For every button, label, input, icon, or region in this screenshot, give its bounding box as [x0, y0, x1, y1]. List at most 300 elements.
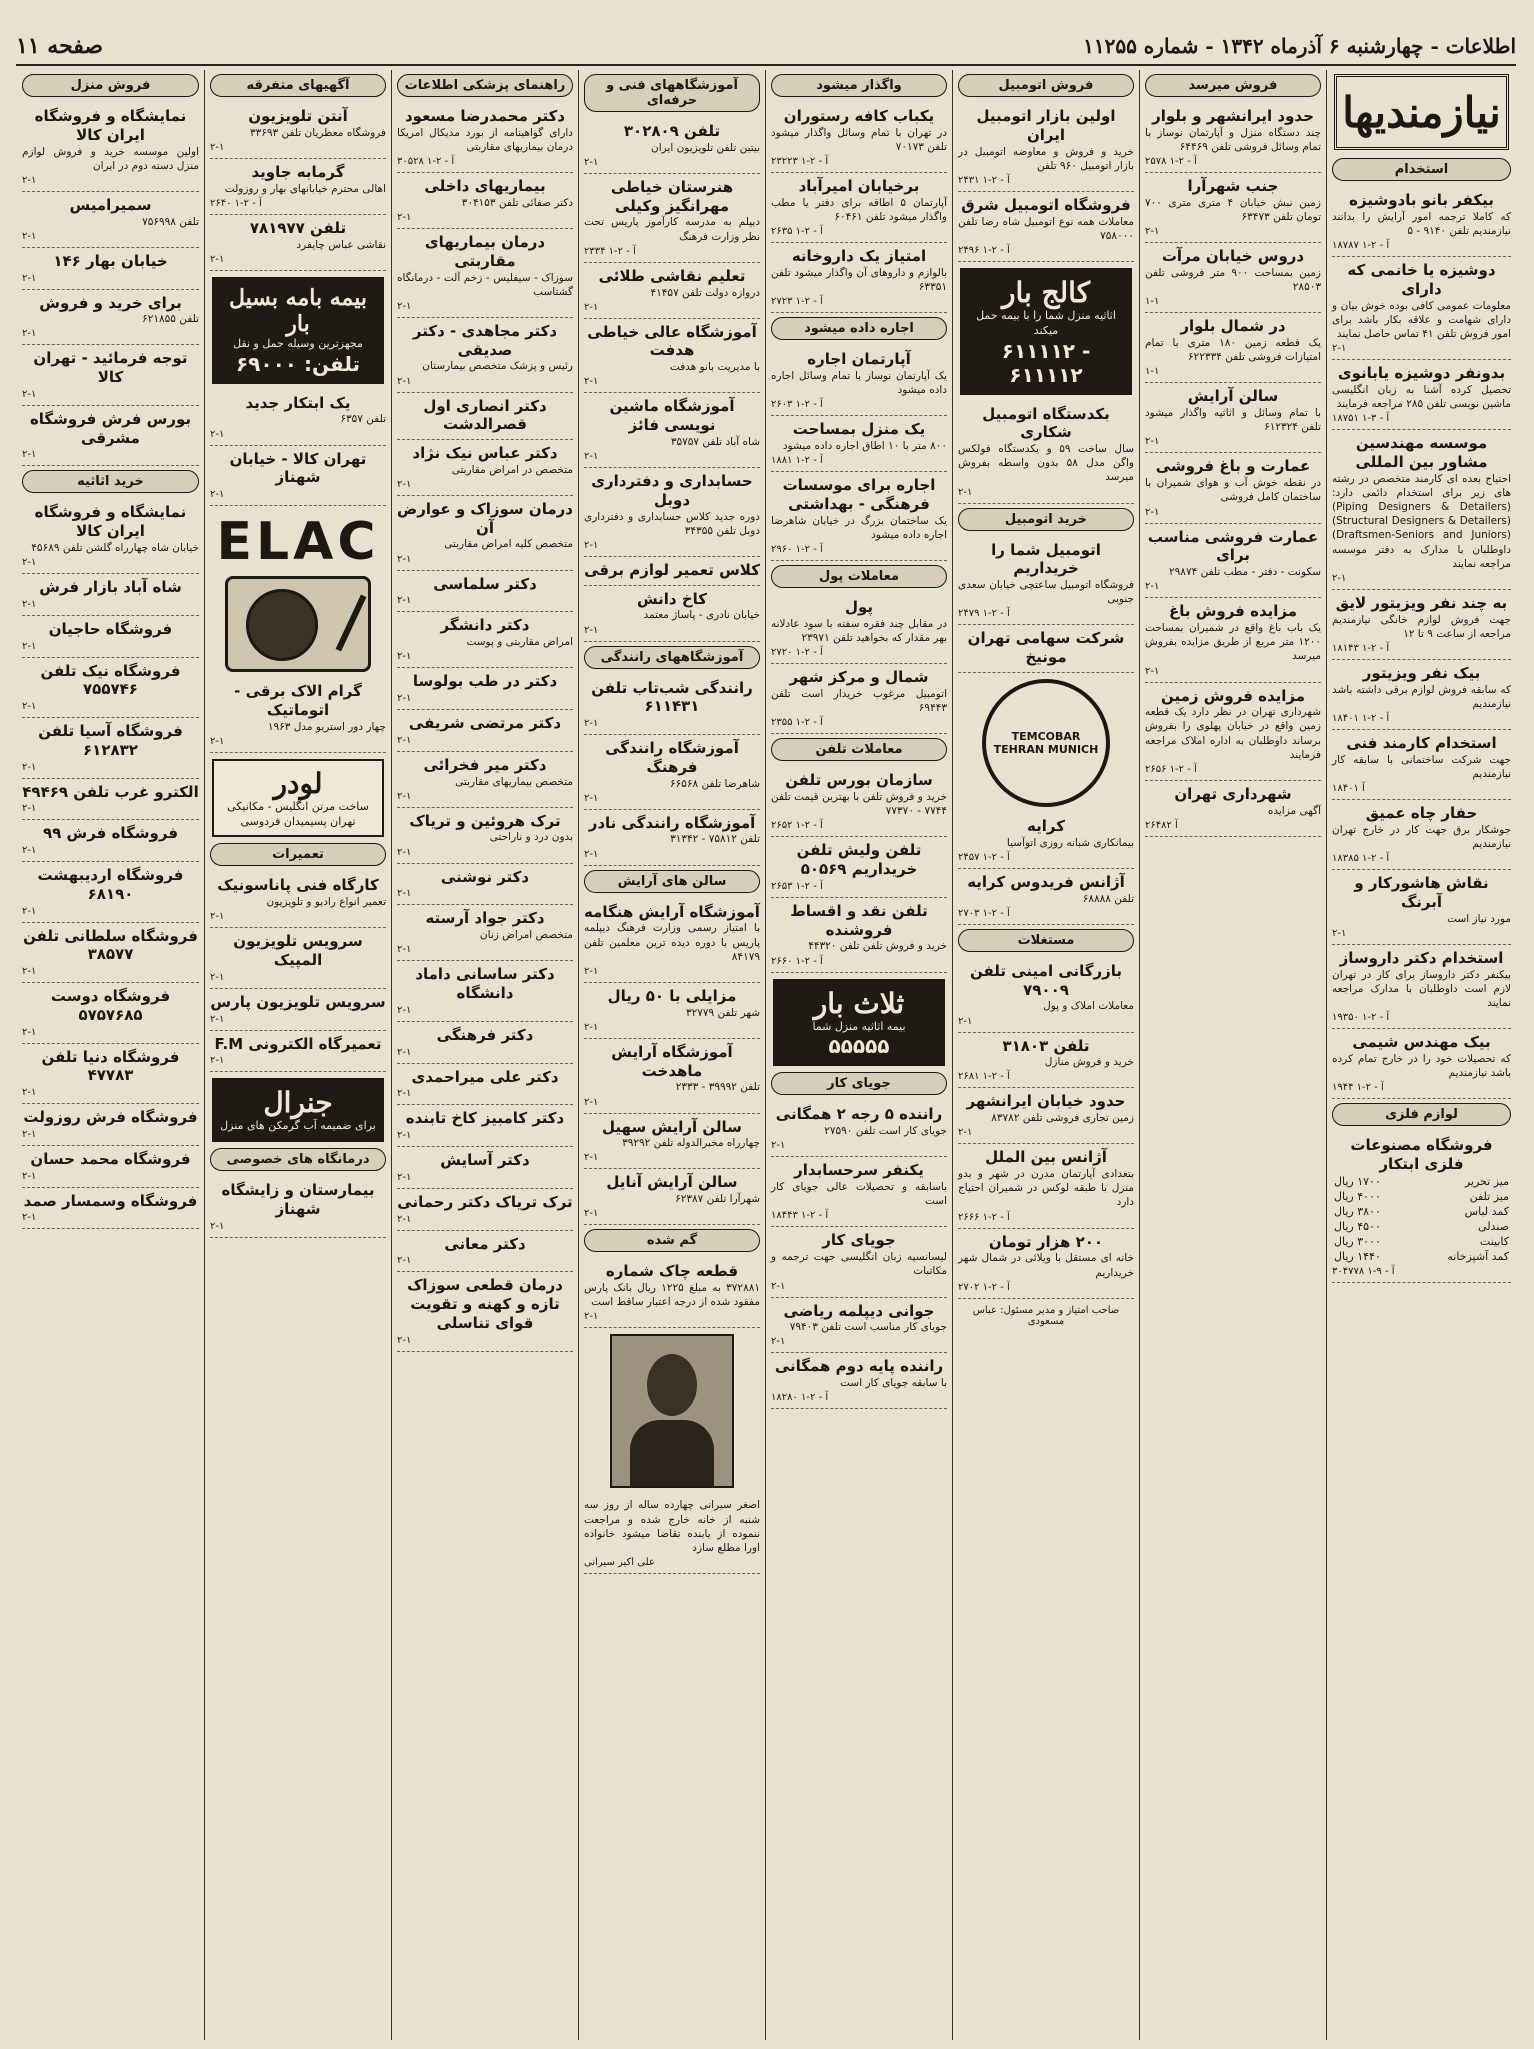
ad-code: ۲-۱ [771, 1140, 786, 1152]
classified-ad [397, 1105, 573, 1147]
classified-ad [1145, 453, 1321, 523]
ad-code: ۲-۱ [397, 595, 412, 607]
price-row [1332, 1189, 1511, 1204]
box-subtitle: ساخت مرتن انگلیس - مکانیکی تهران پسیمیدان فردوسی [227, 799, 369, 828]
ad-title: آموزشگاه آرایش هنگامه [584, 902, 760, 921]
ad-code: ۲-۱ [22, 803, 37, 815]
ad-title: اولین بازار اتومبیل ایران [976, 107, 1116, 144]
ad-title: سازمان بورس تلفن [785, 771, 933, 790]
box-title: ثلاث بار [813, 986, 905, 1020]
ad-code: ۱۸۷۸۷ آ - ۲-۱ [1332, 240, 1390, 252]
ad-code: ۱-۱ [1145, 366, 1160, 378]
classified-ad [210, 1177, 386, 1238]
ad-code: ۳۰۴۷۷۸ آ - ۹-۱ [1332, 1265, 1395, 1277]
ad-text: چهارراه مخبرالدوله تلفن ۳۹۲۹۲ [622, 1137, 760, 1150]
ad-title: آموزشگاه رانندگی فرهنگ [605, 739, 739, 776]
ad-code: ۲-۱ [1332, 343, 1347, 355]
column-1 [1326, 70, 1516, 2040]
ad-title: یک منزل بمساحت [792, 420, 926, 439]
ad-title: دکتر دانشگر [440, 616, 530, 635]
ad-title: فروشگاه اردیبهشت ۶۸۱۹۰ [37, 866, 184, 903]
ad-code: ۲-۱ [584, 539, 599, 551]
ad-title: دکتر معانی [444, 1234, 526, 1253]
ad-code: ۲۳۲۲۳ آ - ۲-۱ [771, 156, 829, 168]
ad-code: ۲-۱ [397, 553, 412, 565]
ad-title: راننده ۵ رجه ۲ همگانی [775, 1105, 943, 1124]
ad-text: در تهران با تمام وسائل واگذار میشود تلفن ۷۰۱۷۳ [771, 126, 947, 153]
ad-code: ۲۶۵۲ آ - ۲-۱ [771, 820, 823, 832]
ad-title: دکتر کامبیز کاخ تابنده [405, 1109, 565, 1128]
column-8 [17, 70, 204, 2040]
classified-ad [1145, 683, 1321, 781]
ad-code: ۲-۱ [22, 388, 37, 400]
ad-title: دکتر جواد آرسته [425, 909, 545, 928]
box-subtitle: اثاثیه منزل شما را با بیمه حمل میکند [976, 308, 1116, 337]
classified-ad [22, 862, 199, 923]
ad-title: دکتر سلماسی [433, 574, 537, 593]
classified-ad [22, 1044, 199, 1105]
classified-ad [210, 928, 386, 989]
ad-title: بورس فرش فروشگاه مشرقی [29, 409, 192, 447]
ad-code: ۲-۱ [584, 965, 599, 977]
ad-code: ۲-۱ [22, 557, 37, 569]
ad-text: متخصص بیماریهای مقاربتی [455, 775, 573, 788]
ad-title: گرام الاک برقی - اتوماتیک [234, 682, 362, 719]
ad-code: ۲۳۵۵ آ - ۲-۱ [771, 717, 823, 729]
ad-text: سال ساخت ۵۹ و یکدستگاه فولکس واگن مدل ۵۸ بدون واسطه بفروش میرسد [958, 443, 1135, 484]
ad-code: ۲-۱ [22, 905, 37, 917]
ad-title: تلفن ۷۸۱۹۷۷ [249, 218, 347, 237]
ad-code: ۲۶۰۳ آ - ۲-۱ [771, 399, 823, 411]
ad-title: آژانس بین الملل [985, 1148, 1107, 1167]
ad-title: سرویس تلویزیون پارس [210, 992, 386, 1011]
ad-code: ۲-۱ [397, 478, 412, 490]
category-medical: راهنمای پزشکی اطلاعات [397, 74, 573, 97]
classified-ad [1332, 430, 1511, 590]
classified-ad [1145, 383, 1321, 453]
ad-code: ۲-۱ [210, 253, 225, 265]
ad-title: آموزشگاه آرایش ماهدخت [611, 1042, 733, 1080]
ad-text: متخصص در امراض مقاربتی [451, 463, 573, 476]
ad-code: ۲-۱ [584, 376, 599, 388]
price-item: کابینت [1479, 1234, 1509, 1248]
ad-code: ۱۹۳۵۰ آ - ۲-۱ [1332, 1012, 1390, 1024]
ad-code: ۲-۱ [22, 272, 37, 284]
classified-ad [397, 440, 573, 496]
classified-ad [397, 1022, 573, 1064]
ad-code: ۲-۱ [584, 301, 599, 313]
ad-text: یک قطعه زمین ۱۸۰ متری با تمام امتیازات فروشی تلفن ۶۲۲۳۳۴ [1145, 337, 1321, 364]
price-value: ۳۸۰۰ ریال [1334, 1204, 1381, 1218]
classified-ad [22, 983, 199, 1044]
ad-title: فروشگاه سلطانی تلفن ۳۸۵۷۷ [23, 926, 198, 964]
ad-text: شهرآرا تلفن ۶۲۳۸۷ [675, 1193, 760, 1206]
ad-title: درمان بیماریهای مقاربتی [424, 233, 546, 270]
ad-text: چند دستگاه منزل و آپارتمان نوساز با تمام وسائل فروشی تلفن ۶۴۴۶۹ [1145, 126, 1321, 153]
ad-title: حدود ایرانشهر و بلوار [1152, 107, 1314, 125]
ad-text: تلفن ۷۵۶۹۹۸ [142, 215, 199, 228]
ad-title: دکتر آسایش [440, 1151, 530, 1170]
classified-ad [397, 229, 573, 318]
box-title: جنرال [263, 1086, 333, 1120]
classified-ad [958, 625, 1134, 673]
classified-ad [22, 345, 199, 406]
price-row [1332, 1249, 1511, 1264]
ad-code: ۲-۱ [22, 1026, 37, 1038]
category-lost: گم شده [584, 1229, 760, 1252]
ad-title: دکتر محمدرضا مسعود [404, 107, 566, 125]
classified-ad [771, 173, 947, 243]
classified-ad [210, 1031, 386, 1073]
ad-text: با مدیریت بانو هدفت [669, 361, 760, 374]
ad-code: ۲-۱ [210, 428, 225, 440]
ad-box-thalath-bar [773, 979, 945, 1067]
category-driving: آموزشگاههای رانندگی [584, 646, 760, 669]
classified-ad [397, 1231, 573, 1273]
category-furniture-purchase: خرید اثاثیه [22, 470, 199, 493]
ad-text: بیکنفر دکتر داروساز برای کار در تهران لازم است داوطلبان با مدارک مراجعه نمایند [1332, 968, 1511, 1010]
ad-title: عمارت و باغ فروشی [1155, 457, 1311, 476]
ad-text: مورد نیاز است [1447, 912, 1511, 925]
ad-title: مزایده فروش زمین [1160, 686, 1306, 705]
classified-ad [210, 872, 386, 928]
classified-ad [958, 1144, 1134, 1228]
ad-code: ۲-۱ [397, 375, 412, 387]
box-phone: تلفن: ۶۹۰۰۰ [235, 351, 361, 376]
ad-text: تحصیل کرده آشنا به زبان انگلیسی ماشین نویسی تلفن ۲۸۵ مراجعه فرمایند [1332, 383, 1511, 411]
tonearm [336, 595, 367, 652]
classified-ad [397, 1147, 573, 1189]
ad-text: بالوازم و داروهای آن واگذار میشود تلفن ۶۳۳۵۱ [771, 266, 947, 294]
ad-code: ۲-۱ [771, 1336, 786, 1348]
ad-text: با سابقه جویای کار است [840, 1377, 947, 1390]
classified-ad [958, 103, 1134, 192]
ad-code: ۱۸۸۱ آ - ۲-۱ [771, 455, 823, 467]
classified-ad [397, 318, 573, 393]
ad-code: ۱۸۴۴۳ آ - ۲-۱ [771, 1210, 829, 1222]
ad-title: آموزشگاه ماشین نویسی فائز [609, 397, 735, 435]
classified-ad [22, 923, 199, 984]
price-row [1332, 1234, 1511, 1249]
ad-text: معاملات املاک و پول [1043, 1000, 1134, 1013]
ad-text: خرید و فروش تلفن با بهترین قیمت تلفن ۷۷۴۴ - ۷۷۳۷۰ [771, 791, 947, 818]
ad-text: دروازه دولت تلفن ۴۱۴۵۷ [650, 286, 760, 299]
ad-code: ۲-۱ [958, 1015, 973, 1027]
ad-code: ۲۵۷۸ آ - ۲-۱ [1145, 156, 1197, 168]
ad-title: سالن آرایش [1187, 387, 1279, 406]
ad-title: شمال و مرکز شهر [789, 668, 929, 687]
classified-ad [210, 215, 386, 271]
classified-ad [397, 752, 573, 808]
classified-ad [22, 248, 199, 290]
ad-text: با تمام وسائل و اثاثیه واگذار میشود تلفن ۶۱۲۳۲۴ [1145, 407, 1321, 434]
ad-code: ۲-۱ [1332, 927, 1347, 939]
ad-text: تعمیر انواع رادیو و تلویزیون [266, 896, 386, 909]
ad-title: فروشگاه فرش ۹۹ [42, 824, 179, 843]
classified-ad [584, 1039, 760, 1114]
ad-code: ۲-۱ [1145, 506, 1160, 518]
classified-ad [1332, 800, 1511, 870]
ad-title: عمارت فروشی مناسب برای [1147, 527, 1319, 565]
ad-title: هنرستان خیاطی مهرانگیز وکیلی [610, 177, 734, 215]
price-item: کمد لباس [1464, 1204, 1509, 1218]
ad-text: زمین بمساحت ۹۰۰ متر فروشی تلفن ۲۸۵۰۳ [1145, 266, 1321, 294]
classified-ad [397, 961, 573, 1022]
ad-text: سکونت - دفتر - مطب تلفن ۲۹۸۷۴ [1169, 566, 1321, 579]
ad-title: فروشگاه دوست ۵۷۵۷۶۸۵ [50, 987, 171, 1024]
box-subtitle: مجهزترین وسیله حمل و نقل [233, 336, 363, 350]
ad-code: ۱۸۴۰۱ آ [1332, 783, 1365, 795]
ad-title: بدونفر دوشیزه یابانوی [1337, 364, 1506, 383]
ad-title: آپارتمان اجاره [807, 350, 911, 369]
ad-text: اتومبیل مرغوب خریدار است تلفن ۶۹۴۴۳ [771, 687, 947, 715]
classified-ad [958, 401, 1134, 504]
ad-code: ۲۴۳۱ آ - ۲-۱ [958, 174, 1010, 186]
section-title: نیازمندیها [1334, 74, 1509, 150]
ad-code: ۲-۱ [22, 174, 37, 186]
classified-ad [771, 898, 947, 973]
ad-text: دکتر صفائی تلفن ۳۰۴۱۵۳ [461, 196, 573, 209]
ad-code: ۲۶۵۳ آ - ۲-۱ [771, 880, 823, 892]
classified-ad [584, 557, 760, 586]
column-4 [765, 70, 952, 2040]
category-beauty: سالن های آرایش [584, 870, 760, 893]
ad-code: ۲-۱ [22, 966, 37, 978]
ad-title: فروشگاه فرش روزولت [23, 1108, 198, 1127]
ad-code: ۲۴۹۶ آ - ۲-۱ [958, 244, 1010, 256]
classified-ad [22, 1104, 199, 1146]
ad-title: کاخ دانش [636, 589, 708, 608]
ad-title: آموزشگاه عالی خیاطی هدفت [587, 322, 757, 360]
ad-text: که سابقه فروش لوازم برقی داشته باشد نیازمندیم [1332, 683, 1511, 710]
ad-code: ۲-۱ [397, 944, 412, 956]
classified-ad [1145, 103, 1321, 173]
column-6 [391, 70, 578, 2040]
ad-text: اهالی محترم خیابانهای بهار و روزولت [224, 182, 386, 195]
classified-ad [210, 678, 386, 753]
ad-title: سمیرامیس [69, 195, 152, 214]
ad-code: ۲۹۶۰ آ - ۲-۱ [771, 544, 823, 556]
ad-title: جوانی دیپلمه ریاضی [783, 1301, 935, 1320]
classified-ad [22, 1146, 199, 1188]
classified-ad [210, 103, 386, 159]
classified-ad [210, 390, 386, 446]
ad-title: قطعه چاک شماره [605, 1262, 739, 1281]
classified-ad [397, 905, 573, 961]
ad-title: کارگاه فنی پاناسونیک [217, 876, 379, 895]
ad-title: فروشگاه حاجیان [48, 619, 173, 638]
ad-code: ۲-۱ [22, 598, 37, 610]
ad-text: لیسانسیه زبان انگلیسی جهت ترجمه و مکاتبات [771, 1251, 947, 1278]
ad-text: بیتین تلفن تلویزیون ایران [651, 141, 760, 154]
classified-ad [958, 813, 1134, 869]
classified-ad [22, 574, 199, 616]
ad-text: بتعدادی آپارتمان مدرن در شهر و بدو منزل با طبقه لوکس در شمیران احتیاج دارد [958, 1168, 1134, 1209]
ad-title: جویای کار [822, 1231, 896, 1250]
classified-ad [958, 1229, 1134, 1299]
ad-code: ۲-۱ [22, 230, 37, 242]
ad-code: ۲-۱ [397, 1334, 412, 1346]
box-title: کالج بار [1001, 275, 1091, 309]
masthead [16, 28, 1516, 66]
classified-ad [22, 820, 199, 862]
classified-ad [958, 958, 1134, 1033]
ad-title: برای خرید و فروش [39, 293, 182, 312]
classified-ad [397, 668, 573, 710]
category-repairs: تعمیرات [210, 843, 386, 866]
classified-ad [771, 416, 947, 472]
classified-ad [22, 779, 199, 821]
classified-ad [584, 983, 760, 1039]
classified-ad [771, 1353, 947, 1409]
ad-code: ۲-۱ [22, 845, 37, 857]
ad-code: ۲-۱ [22, 1128, 37, 1140]
classified-ad [958, 869, 1134, 925]
classified-ad [958, 1033, 1134, 1089]
ad-code: ۲-۱ [1145, 581, 1160, 593]
ad-code: ۲-۱ [958, 1127, 973, 1139]
ad-code: ۲-۱ [210, 971, 225, 983]
category-employment: استخدام [1332, 158, 1511, 181]
ad-text: بیمانکاری شبانه روزی اتوآسیا [1006, 836, 1134, 849]
ad-code: ۱۸۳۸۵ آ - ۲-۱ [1332, 853, 1390, 865]
ad-title: دکتر در طب بولوسا [412, 672, 558, 691]
column-2 [1139, 70, 1326, 2040]
ad-title: تلفن ۳۰۲۸۰۹ [623, 122, 721, 140]
ad-code: ۲-۱ [22, 640, 37, 652]
ad-code: ۲-۱ [210, 489, 225, 501]
classified-ad [22, 290, 199, 346]
classified-ad [1332, 730, 1511, 800]
elac-logo: ELAC [216, 512, 380, 573]
ad-box-college-bar [960, 268, 1132, 395]
ad-text: جویای کار است تلفن ۲۷۵۹۰ [824, 1125, 947, 1138]
ad-code: ۲۷۰۲ آ - ۲-۱ [958, 1281, 1010, 1293]
box-subtitle: برای ضمیمه آب گرمکن های منزل [220, 1119, 376, 1133]
classified-ad [584, 118, 760, 174]
ad-code: ۲-۱ [584, 848, 599, 860]
ad-code: ۲۶۵۶ آ - ۲-۱ [1145, 763, 1197, 775]
ad-title: فروشگاه وسمسار صمد [23, 1191, 198, 1210]
classified-ad [397, 710, 573, 752]
photo-body [630, 1420, 714, 1486]
ad-code: ۲-۱ [1145, 226, 1160, 238]
ad-code: ۲-۱ [397, 1171, 412, 1183]
photo-head [647, 1354, 697, 1416]
ad-code: ۲-۱ [210, 1013, 225, 1025]
ad-code: ۲-۱ [771, 1280, 786, 1292]
ad-title: تلفن ۳۱۸۰۳ [1002, 1036, 1090, 1055]
ad-text: متخصص کلیه امراض مقاربتی [444, 538, 573, 551]
ad-code: ۲۶۳۵ آ - ۲-۱ [771, 226, 823, 238]
ad-title: شرکت سهامی تهران مونیخ [967, 629, 1125, 667]
ad-title: راننده پایه دوم همگانی [774, 1357, 944, 1376]
ad-text: تلفن ۶۲۱۸۵۵ [142, 313, 199, 326]
ad-code: ۲-۱ [1145, 436, 1160, 448]
classified-ad [958, 192, 1134, 262]
ad-missing-person [584, 1494, 760, 1574]
ad-text: شاهرضا تلفن ۶۶۵۶۸ [669, 777, 760, 790]
ad-text: فروشگاه معطریان تلفن ۳۳۶۹۳ [249, 126, 386, 139]
classified-ad [771, 103, 947, 173]
ad-title: تهران کالا - خیابان شهناز [229, 449, 367, 487]
ad-text: احتیاج بعده ای کارمند متخصص در رشته های زیر برای استخدام دائمی دارد: (Piping Designers & Detailers) (Structural Designers & Detailers) (Draftsmen-Seniors and Juniors) داوطلبان با مدارک به دفتر موسسه مراجعه نمایند [1332, 472, 1511, 570]
ad-code: ۳۰۵۲۸ آ - ۲-۱ [397, 156, 455, 168]
ad-code: ۲-۱ [22, 1170, 37, 1182]
ad-title: بازرگانی امینی تلفن ۷۹۰۰۹ [969, 961, 1123, 999]
ad-title: بیک نفر ویزیتور [1362, 664, 1481, 682]
ad-code: ۲-۱ [210, 911, 225, 923]
ad-title: ترک هروئین و تریاک [409, 811, 561, 830]
ad-text: جهت فروش لوازم خانگی نیازمندیم مراجعه از ساعت ۹ تا ۱۲ [1332, 613, 1511, 640]
ad-text: با امتیاز رسمی وزارت فرهنگ دیپلمه پاریس با دوره دیده ترین معلمین تلفن ۸۴۱۷۹ [584, 922, 760, 963]
classified-ad [1332, 257, 1511, 360]
ad-text: خیابان نادری - پاساژ معتمد [643, 609, 760, 622]
ad-title: حفار چاه عمیق [1365, 804, 1478, 823]
classified-ad [397, 496, 573, 571]
classified-ad [210, 159, 386, 215]
ad-title: رانندگی شب‌تاب تلفن ۶۱۱۴۳۱ [591, 678, 753, 716]
price-row [1332, 1204, 1511, 1219]
ad-code: ۲-۱ [584, 1311, 599, 1323]
price-row [1332, 1219, 1511, 1234]
ad-text: زمین تجاری فروشی تلفن ۸۳۷۸۲ [991, 1112, 1134, 1125]
ad-title: سالن آرایش آنایل [606, 1173, 738, 1192]
ad-title: آژانس فریدوس کرایه [967, 872, 1125, 891]
ad-title: ۲۰۰ هزار تومان [988, 1232, 1104, 1251]
ad-title: درمان قطعی سوزاک تازه و کهنه و تقویت قوای تناسلی [407, 1276, 563, 1332]
ad-title: نمایشگاه و فروشگاه ایران کالا [34, 503, 187, 541]
ad-code: ۲-۱ [1332, 572, 1347, 584]
classified-ad [1332, 870, 1511, 945]
classified-ad [584, 899, 760, 983]
ad-code: ۲-۱ [210, 1220, 225, 1232]
ad-title: جنب شهرآرا [1187, 177, 1279, 196]
ad-text: که تحصیلات خود را در خارج تمام کرده باشد نیازمندیم [1332, 1052, 1511, 1080]
ad-code: ۱۸۴۰۱ آ - ۲-۱ [1332, 713, 1390, 725]
ad-code: ۲-۱ [584, 156, 599, 168]
classified-ad [958, 1088, 1134, 1144]
classified-ad [1145, 598, 1321, 682]
ad-code: ۲-۱ [397, 1088, 412, 1100]
price-item: صندلی [1478, 1219, 1509, 1233]
ad-text: آپارتمان ۵ اطاقه برای دفتر یا مطب واگذار میشود تلفن ۶۰۴۶۱ [771, 196, 947, 224]
classified-ad [1332, 945, 1511, 1029]
classified-ad [584, 586, 760, 642]
category-car-purchase: خرید اتومبیل [958, 508, 1134, 531]
ad-title: نقاش هاشورکار و آبرنگ [1354, 874, 1489, 912]
ad-title: یکباب کافه رستوران [783, 107, 935, 125]
ad-text: یک باب باغ واقع در شمیران بمساحت ۱۲۰۰ متر مربع از طریق مزایده بفروش میرسد [1145, 621, 1321, 663]
ad-code: ۲۶۸۱ آ - ۲-۱ [958, 1071, 1010, 1083]
category-transfer: واگذار میشود [771, 74, 947, 97]
ad-code: ۲-۱ [584, 718, 599, 730]
classified-ad [210, 446, 386, 507]
ad-text: سوزاک - سیفلیس - زخم آلت - درمانگاه گشتاسب [397, 271, 573, 298]
ad-title: شاه آباد بازار فرش [39, 578, 182, 597]
price-row [1332, 1174, 1511, 1189]
ad-title: فروشگاه اتومبیل شرق [961, 195, 1131, 214]
box-title: لودر [273, 766, 323, 800]
ad-title: اجاره برای موسسات فرهنگی - بهداشتی [782, 476, 936, 514]
ad-title: پول [844, 598, 874, 617]
ad-code: ۲-۱ [22, 328, 37, 340]
turntable-illustration [225, 576, 371, 672]
ad-text: خرید و فروش و معاوضه اتومبیل در بازار اتومبیل ۹۶۰ تلفن [958, 145, 1134, 172]
category-job-seekers: جویای کار [771, 1072, 947, 1095]
classified-ad [771, 1298, 947, 1354]
page-number: صفحه ۱۱ [16, 33, 104, 59]
